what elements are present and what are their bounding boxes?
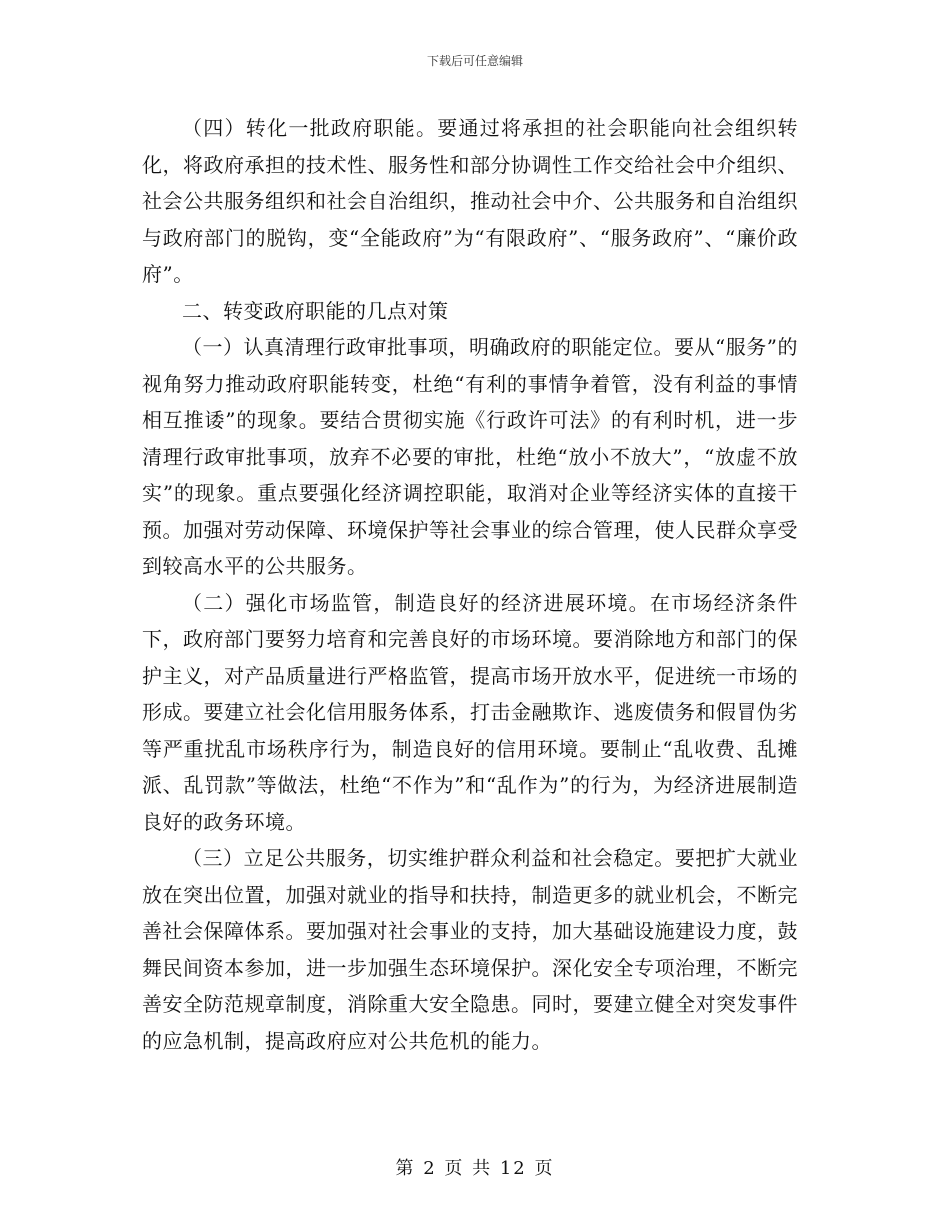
document-body xyxy=(142,110,798,1059)
section-heading-countermeasures: 二、转变政府职能的几点对策 xyxy=(182,298,449,323)
paragraph-public-service: （三）立足公共服务，切实维护群众利益和社会稳定。要把扩大就业放在突出位置，加强对就业的指导和扶持，制造更多的就业机会，不断完善社会保障体系。要加强对社会事业的支持，加大基础设施建设力度，鼓舞民间资本参加，进一步加强生态环境保护。深化安全专项治理，不断完善安全防范规章制度，消除重大安全隐患。同时，要建立健全对突发事件的应急机制，提高政府应对公共危机的能力。 xyxy=(142,846,798,1053)
page-header: 下载后可任意编辑 xyxy=(426,54,523,68)
paragraph-market-supervision: （二）强化市场监管，制造良好的经济进展环境。在市场经济条件下，政府部门要努力培育和完善良好的市场环境。要消除地方和部门的保护主义，对产品质量进行严格监管，提高市场开放水平，促进统一市场的形成。要建立社会化信用服务体系，打击金融欺诈、逃废债务和假冒伪劣等严重扰乱市场秩序行为，制造良好的信用环境。要制止“乱收费、乱摊派、乱罚款”等做法，杜绝“不作为”和“乱作为”的行为，为经济进展制造良好的政务环境。 xyxy=(142,590,798,834)
paragraph-transform-functions: （四）转化一批政府职能。要通过将承担的社会职能向社会组织转化，将政府承担的技术性、服务性和部分协调性工作交给社会中介组织、社会公共服务组织和社会自治组织，推动社会中介、公共服务和自治组织与政府部门的脱钩，变“全能政府”为“有限政府”、“服务政府”、“廉价政府”。 xyxy=(142,116,798,286)
paragraph-administrative-approval: （一）认真清理行政审批事项，明确政府的职能定位。要从“服务”的视角努力推动政府职能转变，杜绝“有利的事情争着管，没有利益的事情相互推诿”的现象。要结合贯彻实施《行政许可法》的有利时机，进一步清理行政审批事项，放弃不必要的审批，杜绝“放小不放大”，“放虚不放实”的现象。重点要强化经济调控职能，取消对企业等经济实体的直接干预。加强对劳动保障、环境保护等社会事业的综合管理，使人民群众享受到较高水平的公共服务。 xyxy=(142,335,798,578)
page-number-footer: 第 2 页 共 12 页 xyxy=(395,1158,555,1179)
